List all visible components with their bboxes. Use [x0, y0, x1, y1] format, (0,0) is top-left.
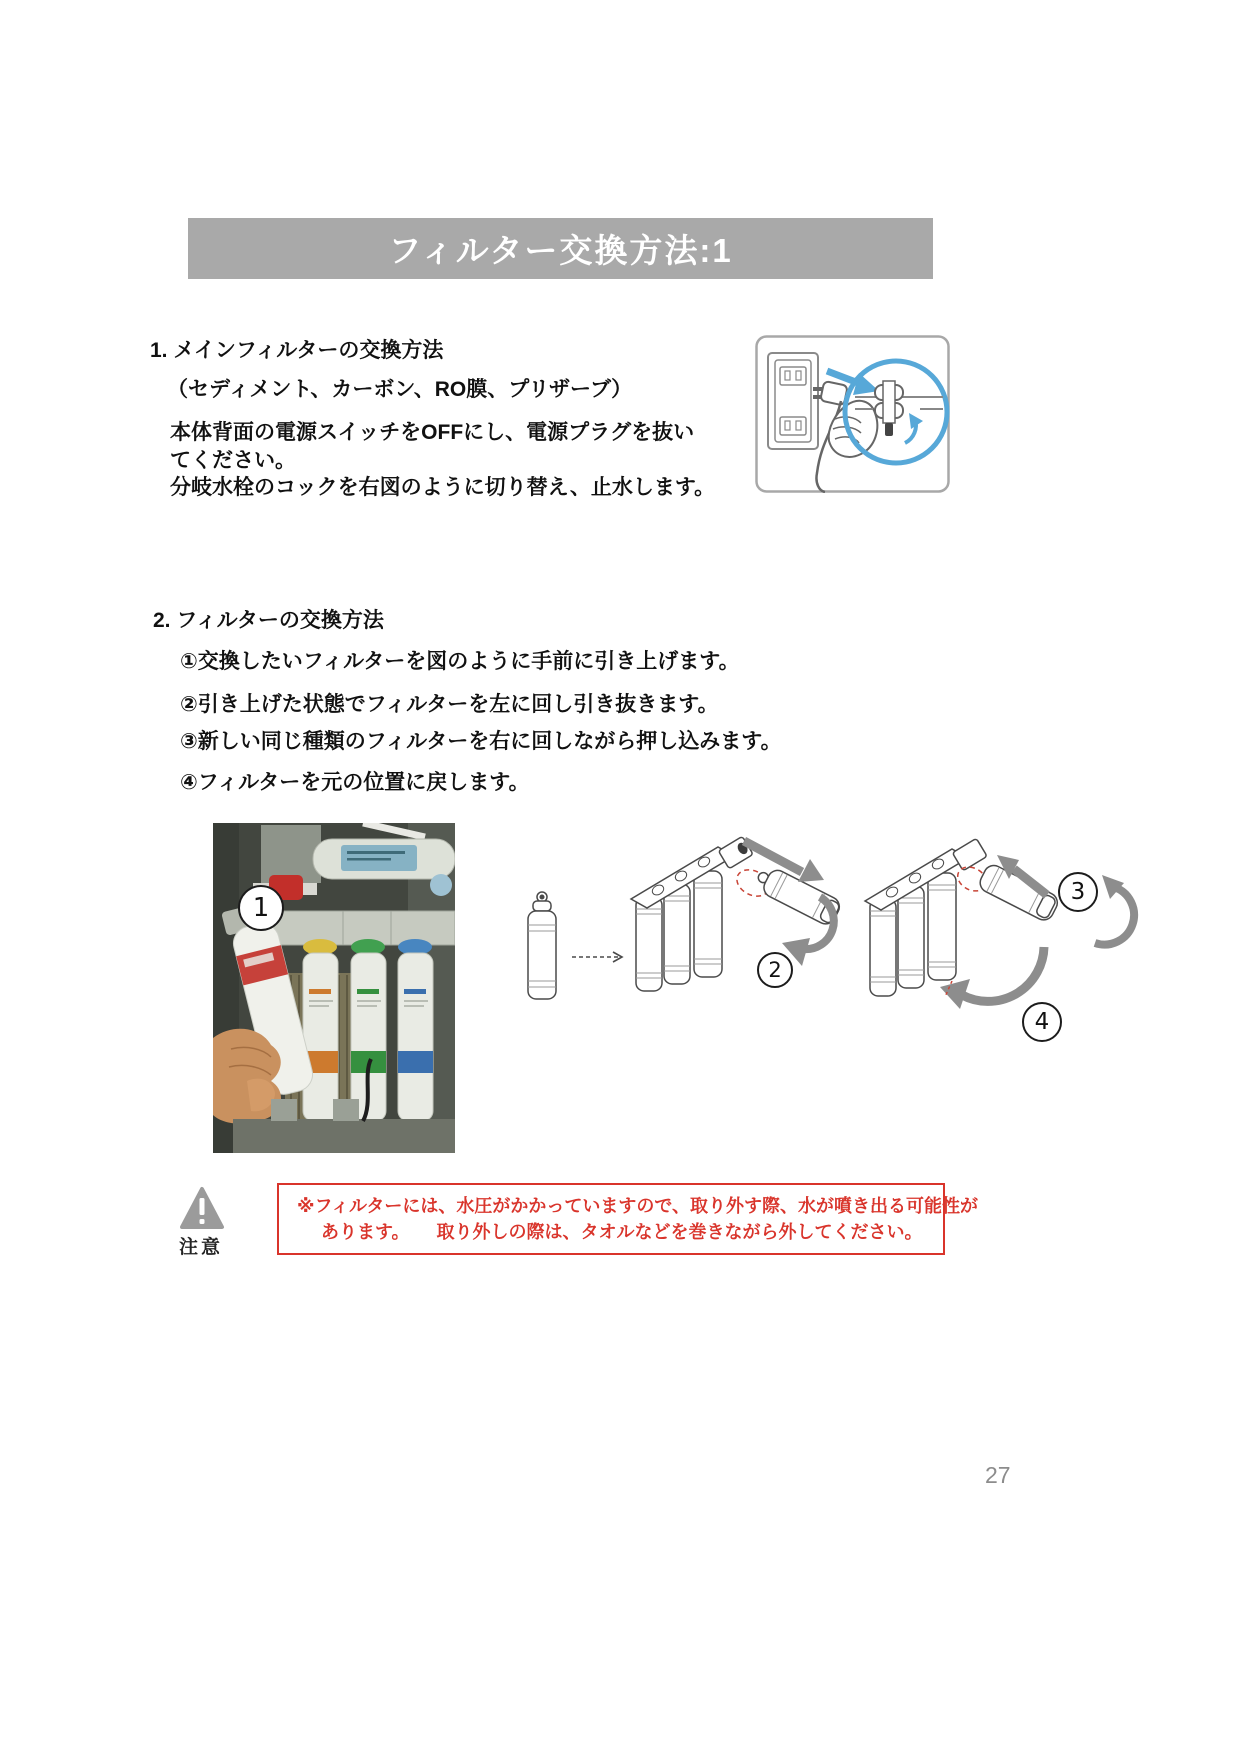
- step-1-text: ①交換したいフィルターを図のように手前に引き上げます。: [180, 650, 740, 673]
- caution-label: 注意: [178, 1237, 223, 1258]
- section2-heading: 2. フィルターの交換方法: [153, 609, 384, 632]
- filter-replacement-diagram: [520, 835, 1160, 1075]
- section1-line2: てください。: [170, 449, 296, 472]
- caution-triangle-icon: [179, 1186, 225, 1232]
- insert-direction-arrow-icon: [572, 952, 622, 962]
- filter-bank-step34: [865, 838, 1134, 1009]
- diagram-step-marker-2: 2: [757, 952, 793, 988]
- section1-line3: 分岐水栓のコックを右図のように切り替え、止水します。: [170, 476, 716, 499]
- section1-line1: 本体背面の電源スイッチをOFFにし、電源プラグを抜い: [170, 421, 695, 444]
- step-2-text: ②引き上げた状態でフィルターを左に回し引き抜きます。: [180, 693, 719, 716]
- warning-line1: ※フィルターには、水圧がかかっていますので、取り外す際、水が噴き出る可能性が: [297, 1196, 978, 1216]
- diagram-step-marker-3: 3: [1058, 872, 1098, 912]
- warning-line2: あります。 取り外しの際は、タオルなどを巻きながら外してください。: [321, 1222, 923, 1242]
- step-3-text: ③新しい同じ種類のフィルターを右に回しながら押し込みます。: [180, 730, 782, 753]
- diagram-step-marker-4: 4: [1022, 1002, 1062, 1042]
- step-4-text: ④フィルターを元の位置に戻します。: [180, 771, 530, 794]
- outlet-drawing: [768, 353, 818, 449]
- photo-step-marker-1: 1: [238, 885, 284, 931]
- warning-box: [277, 1183, 978, 1255]
- filter-unit-photo: [213, 823, 455, 1153]
- filter-bank-step2: [631, 836, 843, 991]
- new-filter-cartridge: [528, 892, 556, 999]
- section1-heading: 1. メインフィルターの交換方法: [150, 339, 444, 362]
- section1-subheading: （セディメント、カーボン、RO膜、プリザーブ）: [167, 378, 633, 401]
- rotate-right-arrow-icon: [1095, 875, 1134, 945]
- page-title: フィルター交換方法:1: [188, 218, 933, 279]
- page-number: 27: [985, 1462, 1011, 1488]
- unplug-illustration: [755, 335, 950, 493]
